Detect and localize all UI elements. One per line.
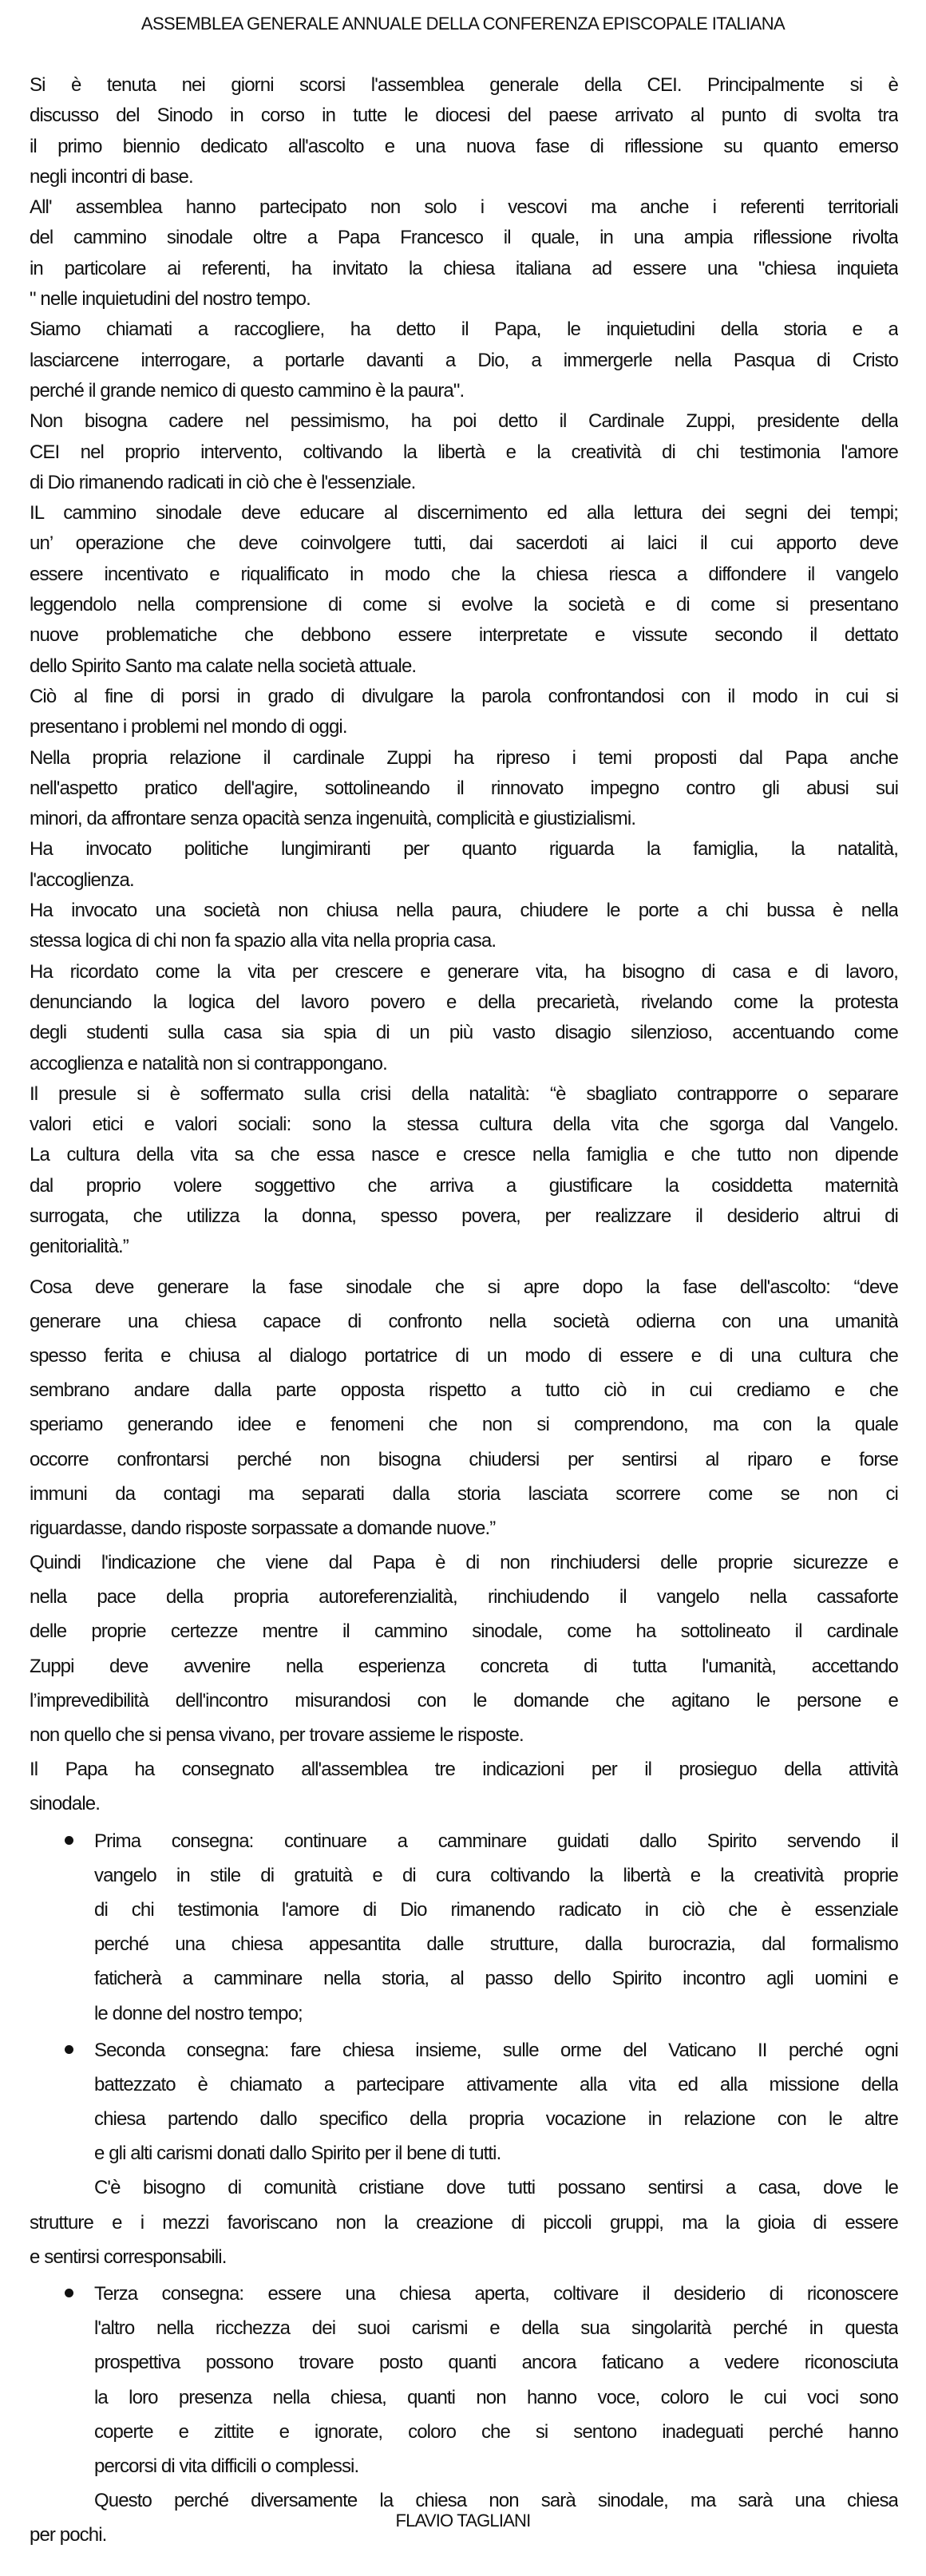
text-line: il primo biennio dedicato all'ascolto e una nuova fase di riflessione su quanto emerso <box>30 135 898 157</box>
text-line: nell'aspetto pratico dell'agire, sottolineando il rinnovato impegno contro gli abusi sui <box>30 777 898 799</box>
text-line: di Dio rimanendo radicati in ciò che è l'essenziale. <box>30 471 416 493</box>
text-line: lasciarcene interrogare, a portarle davanti a Dio, a immergerle nella Pasqua di Cristo <box>30 349 898 371</box>
text-line: Prima consegna: continuare a camminare guidati dallo Spirito servendo il <box>94 1830 898 1852</box>
paragraph <box>30 406 898 498</box>
text-line: genitorialità.” <box>30 1236 129 1258</box>
text-line: vangelo in stile di gratuità e di cura coltivando la libertà e la creatività proprie <box>94 1864 898 1886</box>
text-line: riguardasse, dando risposte sorpassate a domande nuove.” <box>30 1517 496 1539</box>
text-line: discusso del Sinodo in corso in tutte le diocesi del paese arrivato al punto di svolta tra <box>30 105 898 127</box>
paragraph <box>30 834 898 896</box>
paragraph <box>30 2170 898 2274</box>
text-line: sinodale. <box>30 1793 100 1815</box>
text-line: Ha invocato politiche lungimiranti per quanto riguarda la famiglia, la natalità, <box>30 838 898 861</box>
text-line: prospettiva possono trovare posto quanti ancora faticano a vedere riconosciuta <box>94 2352 898 2374</box>
text-line: l’imprevedibilità dell'incontro misurandosi con le domande che agitano le persone e <box>30 1689 898 1711</box>
list-item <box>30 2033 898 2171</box>
bullet-icon <box>65 2289 73 2297</box>
list-item <box>30 1824 898 2031</box>
text-line: dello Spirito Santo ma calate nella società attuale. <box>30 655 417 677</box>
text-line: Questo perché diversamente la chiesa non sarà sinodale, ma sarà una chiesa <box>94 2490 898 2512</box>
text-line: Il Papa ha consegnato all'assemblea tre indicazioni per il prosieguo della attività <box>30 1759 898 1781</box>
text-line: C'è bisogno di comunità cristiane dove tutti possano sentirsi a casa, dove le <box>94 2177 898 2199</box>
text-line: accoglienza e natalità non si contrappongano. <box>30 1052 387 1074</box>
author-signature: FLAVIO TAGLIANI <box>395 2511 531 2530</box>
text-line: stessa logica di chi non fa spazio alla vita nella propria casa. <box>30 930 497 952</box>
text-line: e gli alti carismi donati dallo Spirito per il bene di tutti. <box>94 2143 501 2165</box>
text-line: perché una chiesa appesantita dalle strutture, dalla burocrazia, dal formalismo <box>94 1933 898 1956</box>
text-line: degli studenti sulla casa sia spia di un più vasto disagio silenzioso, accentuando come <box>30 1022 898 1044</box>
text-line: CEI nel proprio intervento, coltivando la libertà e la creatività di chi testimonia l'amore <box>30 441 898 463</box>
text-line: delle proprie certezze mentre il cammino sinodale, come ha sottolineato il cardinale <box>30 1620 898 1643</box>
text-line: coperte e zittite e ignorate, coloro che si sentono inadeguati perché hanno <box>94 2420 898 2443</box>
paragraph <box>30 957 898 1079</box>
text-line: faticherà a camminare nella storia, al passo dello Spirito incontro agli uomini e <box>94 1968 898 1990</box>
paragraph <box>30 896 898 957</box>
paragraph <box>30 498 898 682</box>
text-line: Si è tenuta nei giorni scorsi l'assemblea generale della CEI. Principalmente si è <box>30 74 898 96</box>
paragraph <box>30 192 898 315</box>
text-line: presentano i problemi nel mondo di oggi. <box>30 716 347 738</box>
text-line: La cultura della vita sa che essa nasce e cresce nella famiglia e che tutto non dipende <box>30 1144 898 1166</box>
text-line: occorre confrontarsi perché non bisogna chiudersi per sentirsi al riparo e forse <box>30 1448 898 1470</box>
text-line: l'accoglienza. <box>30 869 134 891</box>
text-line: Nella propria relazione il cardinale Zuppi ha ripreso i temi proposti dal Papa anche <box>30 746 898 769</box>
text-line: spesso ferita e chiusa al dialogo portatrice di un modo di essere e di una cultura che <box>30 1344 898 1367</box>
text-line: strutture e i mezzi favoriscano non la creazione di piccoli gruppi, ma la gioia di essere <box>30 2211 898 2234</box>
text-line: perché il grande nemico di questo cammino è la paura". <box>30 379 465 402</box>
text-line: Ha invocato una società non chiusa nella paura, chiudere le porte a chi bussa è nella <box>30 900 898 922</box>
list-item <box>30 2277 898 2483</box>
text-line: sembrano andare dalla parte opposta rispetto a tutto ciò in cui crediamo e che <box>30 1379 898 1402</box>
text-line: minori, da affrontare senza opacità senza ingenuità, complicità e giustizialismi. <box>30 808 636 830</box>
text-line: la loro presenza nella chiesa, quanti non hanno voce, coloro le cui voci sono <box>94 2386 898 2408</box>
text-line: IL cammino sinodale deve educare al discernimento ed alla lettura dei segni dei tempi; <box>30 502 898 524</box>
paragraph <box>30 682 898 743</box>
text-line: Ha ricordato come la vita per crescere e generare vita, ha bisogno di casa e di lavoro, <box>30 960 898 983</box>
article-section-2 <box>30 1270 898 2553</box>
text-line: nella pace della propria autoreferenzialità, rinchiudendo il vangelo nella cassaforte <box>30 1586 898 1609</box>
text-line: Seconda consegna: fare chiesa insieme, sulle orme del Vaticano II perché ogni <box>94 2039 898 2061</box>
text-line: battezzato è chiamato a partecipare attivamente alla vita ed alla missione della <box>94 2073 898 2095</box>
text-line: All' assemblea hanno partecipato non solo i vescovi ma anche i referenti territoriali <box>30 196 898 219</box>
text-line: Il presule si è soffermato sulla crisi della natalità: “è sbagliato contrapporre o separare <box>30 1082 898 1105</box>
text-line: Ciò al fine di porsi in grado di divulgare la parola confrontandosi con il modo in cui si <box>30 685 898 707</box>
text-line: un’ operazione che deve coinvolgere tutti, dai sacerdoti ai laici il cui apporto deve <box>30 532 898 555</box>
text-line: " nelle inquietudini del nostro tempo. <box>30 288 311 311</box>
paragraph <box>30 1079 898 1263</box>
text-line: Zuppi deve avvenire nella esperienza concreta di tutta l'umanità, accettando <box>30 1655 898 1677</box>
text-line: del cammino sinodale oltre a Papa Francesco il quale, in una ampia riflessione rivolta <box>30 227 898 249</box>
text-line: immuni da contagi ma separati dalla storia lasciata scorrere come se non ci <box>30 1482 898 1505</box>
text-line: non quello che si pensa vivano, per trovare assieme le risposte. <box>30 1724 524 1747</box>
text-line: valori etici e valori sociali: sono la stessa cultura della vita che sgorga dal Vangelo. <box>30 1114 898 1136</box>
text-line: le donne del nostro tempo; <box>94 2002 303 2024</box>
text-line: Cosa deve generare la fase sinodale che si apre dopo la fase dell'ascolto: “deve <box>30 1276 898 1298</box>
article-section-1 <box>30 70 898 1263</box>
text-line: e sentirsi corresponsabili. <box>30 2246 227 2268</box>
text-line: Non bisogna cadere nel pessimismo, ha poi detto il Cardinale Zuppi, presidente della <box>30 410 898 433</box>
text-line: per pochi. <box>30 2524 107 2546</box>
paragraph <box>30 315 898 406</box>
text-line: essere incentivato e riqualificato in modo che la chiesa riesca a diffondere il vangelo <box>30 563 898 585</box>
text-line: Siamo chiamati a raccogliere, ha detto il Papa, le inquietudini della storia e a <box>30 319 898 341</box>
text-line: dal proprio volere soggettivo che arriva a giustificare la cosiddetta maternità <box>30 1174 898 1197</box>
text-line: negli incontri di base. <box>30 165 193 188</box>
article-body <box>30 70 898 2553</box>
text-line: surrogata, che utilizza la donna, spesso povera, per realizzare il desiderio altrui di <box>30 1205 898 1227</box>
text-line: denunciando la logica del lavoro povero e della precarietà, rivelando come la protesta <box>30 991 898 1013</box>
bullet-icon <box>65 1836 73 1845</box>
text-line: di chi testimonia l'amore di Dio rimanendo radicato in ciò che è essenziale <box>94 1898 898 1921</box>
text-line: l'altro nella ricchezza dei suoi carismi e della sua singolarità perché in questa <box>94 2317 898 2340</box>
text-line: leggendolo nella comprensione di come si evolve la società e di come si presentano <box>30 594 898 616</box>
text-line: generare una chiesa capace di confronto nella società odierna con una umanità <box>30 1310 898 1332</box>
text-line: Quindi l'indicazione che viene dal Papa è di non rinchiudersi delle proprie sicurezze e <box>30 1552 898 1574</box>
paragraph <box>30 1270 898 1546</box>
text-line: Terza consegna: essere una chiesa aperta, coltivare il desiderio di riconoscere <box>94 2283 898 2305</box>
paragraph <box>30 1752 898 1821</box>
text-line: in particolare ai referenti, ha invitato la chiesa italiana ad essere una "chiesa inquieta <box>30 257 898 279</box>
text-line: percorsi di vita difficili o complessi. <box>94 2455 359 2477</box>
paragraph <box>30 70 898 192</box>
paragraph <box>30 743 898 835</box>
bullet-icon <box>65 2045 73 2054</box>
document-title: ASSEMBLEA GENERALE ANNUALE DELLA CONFERENZA EPISCOPALE ITALIANA <box>140 14 786 34</box>
text-line: chiesa partendo dallo specifico della propria vocazione in relazione con le altre <box>94 2108 898 2131</box>
paragraph <box>30 1545 898 1752</box>
text-line: nuove problematiche che debbono essere interpretate e vissute secondo il dettato <box>30 624 898 647</box>
text-line: speriamo generando idee e fenomeni che non si comprendono, ma con la quale <box>30 1414 898 1436</box>
